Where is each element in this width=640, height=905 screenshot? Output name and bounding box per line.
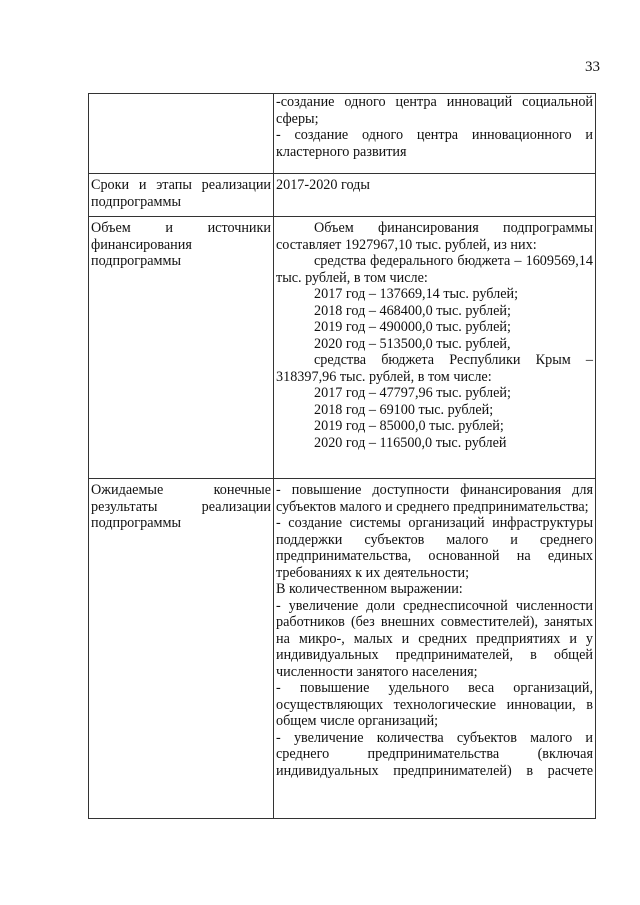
- value-cell-continuation: [274, 94, 596, 174]
- label-cell-timing: [89, 174, 274, 217]
- federal-year-2019: 2019 год – 490000,0 тыс. рублей;: [314, 319, 511, 335]
- federal-year-2020: 2020 год – 513500,0 тыс. рублей,: [314, 335, 511, 352]
- label-cell-results: [89, 479, 274, 819]
- list-item: - создание системы организаций инфраструктуры поддержки субъектов малого и среднего предпринимательства, основанной на единых требованиях к их деятельности;: [276, 515, 593, 581]
- list-item: - повышение удельного веса организаций, осуществляющих технологические инновации, в общем числе организаций;: [276, 680, 593, 729]
- table-row-continuation: [89, 94, 596, 174]
- list-item: - увеличение количества субъектов малого и среднего предпринимательства (включая индивидуальных предпринимателей) в расчете: [276, 729, 593, 779]
- regional-year-2019: 2019 год – 85000,0 тыс. рублей;: [314, 418, 504, 434]
- list-item: -создание одного центра инноваций социальной сферы;: [276, 94, 593, 127]
- row-label: Ожидаемые конечные результаты реализации подпрограммы: [91, 482, 271, 531]
- regional-year-2017: 2017 год – 47797,96 тыс. рублей;: [314, 385, 511, 401]
- table-row-timing: [89, 174, 596, 217]
- list-item: - создание одного центра инновационного и кластерного развития: [276, 127, 593, 160]
- page-number: 33: [585, 59, 600, 75]
- label-cell-empty: [89, 94, 274, 174]
- subprogram-passport-table: [88, 93, 596, 819]
- financing-intro: Объем финансирования подпрограммы составляет 1927967,10 тыс. рублей, из них:: [276, 220, 593, 253]
- value-cell-timing: [274, 174, 596, 217]
- regional-budget-intro: средства бюджета Республики Крым – 318397,96 тыс. рублей, в том числе:: [276, 352, 593, 385]
- list-item: - повышение доступности финансирования для субъектов малого и среднего предпринимательства;: [276, 482, 593, 515]
- row-label: Объем и источники финансирования подпрограммы: [91, 220, 271, 269]
- list-item: В количественном выражении:: [276, 581, 463, 597]
- value-cell-results: [274, 479, 596, 819]
- table-row-financing: [89, 217, 596, 479]
- list-item: 2017-2020 годы: [276, 177, 370, 193]
- value-cell-financing: [274, 217, 596, 479]
- regional-year-2018: 2018 год – 69100 тыс. рублей;: [314, 401, 494, 418]
- row-label: Сроки и этапы реализации подпрограммы: [91, 177, 271, 210]
- label-cell-financing: [89, 217, 274, 479]
- federal-year-2017: 2017 год – 137669,14 тыс. рублей;: [314, 286, 519, 302]
- federal-year-2018: 2018 год – 468400,0 тыс. рублей;: [314, 302, 511, 319]
- table-row-results: [89, 479, 596, 819]
- regional-year-2020: 2020 год – 116500,0 тыс. рублей: [314, 434, 507, 451]
- federal-budget-intro: средства федерального бюджета – 1609569,14 тыс. рублей, в том числе:: [276, 253, 593, 286]
- list-item: - увеличение доли среднесписочной численности работников (без внешних совместителей), занятых на микро-, малых и средних предприятиях и у индивидуальных предпринимателей, в общей численности занятого населения;: [276, 597, 593, 680]
